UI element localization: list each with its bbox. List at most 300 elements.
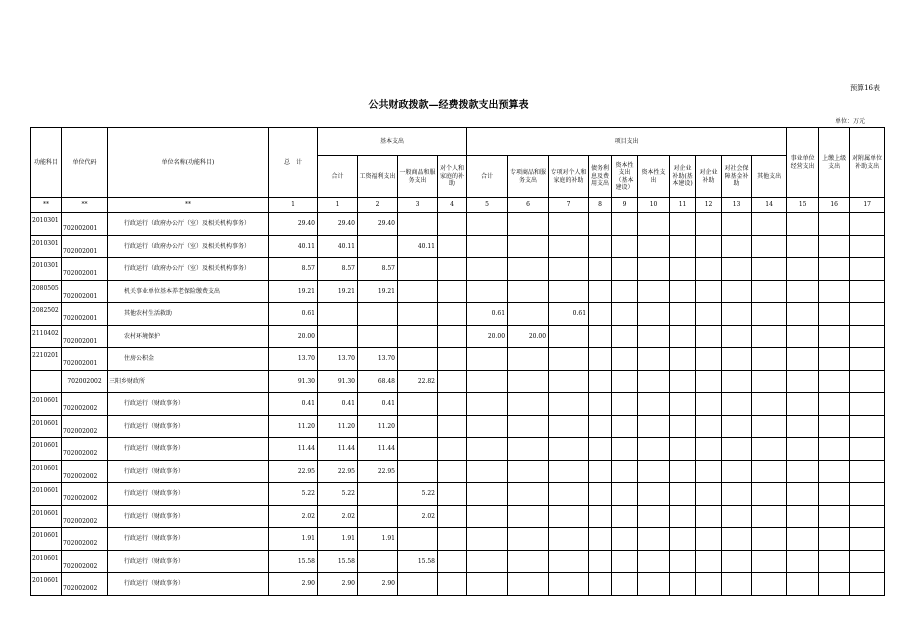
empty-cell	[638, 348, 670, 371]
amount-cell-salary	[358, 550, 398, 573]
empty-cell	[589, 280, 612, 303]
empty-cell	[670, 258, 696, 281]
amount-cell-ppersonal	[549, 438, 589, 461]
empty-cell	[638, 325, 670, 348]
empty-cell	[612, 438, 638, 461]
header-proj-sum: 合计	[467, 156, 508, 198]
header-basic-group: 基本支出	[318, 128, 467, 156]
unit-name-cell: 机关事业单位基本养老保险缴费支出	[108, 280, 269, 303]
table-row	[31, 325, 885, 348]
amount-cell-pgoods	[508, 393, 549, 416]
header-capital-basic: 资本性支出（基本建设）	[612, 156, 638, 198]
empty-cell	[850, 280, 885, 303]
empty-cell	[787, 235, 819, 258]
amount-cell-personal	[438, 438, 467, 461]
func-code-cell: 2010601	[31, 460, 62, 483]
empty-cell	[638, 393, 670, 416]
empty-cell	[752, 213, 787, 236]
table-row	[31, 573, 885, 596]
index-row	[31, 198, 885, 213]
empty-cell	[589, 258, 612, 281]
empty-cell	[670, 348, 696, 371]
amount-cell-bsum: 1.91	[318, 528, 358, 551]
empty-cell	[638, 483, 670, 506]
index-cell: 12	[696, 198, 722, 213]
unit-code-cell: 702002002	[62, 460, 108, 483]
empty-cell	[589, 235, 612, 258]
empty-cell	[670, 505, 696, 528]
amount-cell-ppersonal	[549, 325, 589, 348]
sheet-number: 预算16表	[850, 84, 880, 92]
amount-cell-personal	[438, 348, 467, 371]
header-salary: 工资福利支出	[358, 156, 398, 198]
amount-cell-pgoods	[508, 505, 549, 528]
amount-cell-psum	[467, 258, 508, 281]
table-row	[31, 438, 885, 461]
unit-name-cell: 行政运行（财政事务）	[108, 573, 269, 596]
empty-cell	[670, 280, 696, 303]
empty-cell	[752, 550, 787, 573]
empty-cell	[612, 415, 638, 438]
func-code-cell: 2010601	[31, 550, 62, 573]
amount-cell-bsum: 0.41	[318, 393, 358, 416]
amount-cell-total: 19.21	[269, 280, 318, 303]
empty-cell	[696, 325, 722, 348]
func-code-cell: 2010601	[31, 528, 62, 551]
amount-cell-psum	[467, 393, 508, 416]
index-cell: 13	[722, 198, 752, 213]
empty-cell	[850, 258, 885, 281]
table-row	[31, 213, 885, 236]
index-cell: 1	[269, 198, 318, 213]
amount-cell-bsum: 19.21	[318, 280, 358, 303]
empty-cell	[752, 393, 787, 416]
empty-cell	[670, 438, 696, 461]
header-superior: 上缴上级支出	[819, 128, 850, 198]
empty-cell	[612, 258, 638, 281]
header-unit-code: 单位代码	[62, 128, 108, 198]
empty-cell	[696, 280, 722, 303]
empty-cell	[819, 303, 850, 326]
amount-cell-goods	[398, 258, 438, 281]
amount-cell-total: 2.90	[269, 573, 318, 596]
table-row	[31, 393, 885, 416]
table-row	[31, 370, 885, 393]
empty-cell	[752, 438, 787, 461]
unit-name-cell: 行政运行（政府办公厅（室）及相关机构事务）	[108, 258, 269, 281]
table-row	[31, 280, 885, 303]
func-code-cell: 2010601	[31, 573, 62, 596]
empty-cell	[850, 325, 885, 348]
amount-cell-goods	[398, 415, 438, 438]
amount-cell-psum	[467, 348, 508, 371]
unit-code-cell: 702002002	[62, 370, 108, 393]
amount-cell-ppersonal	[549, 505, 589, 528]
unit-name-cell: 行政运行（政府办公厅（室）及相关机构事务）	[108, 235, 269, 258]
empty-cell	[752, 483, 787, 506]
amount-cell-total: 15.58	[269, 550, 318, 573]
empty-cell	[850, 303, 885, 326]
empty-cell	[722, 528, 752, 551]
empty-cell	[670, 393, 696, 416]
empty-cell	[638, 235, 670, 258]
empty-cell	[819, 348, 850, 371]
amount-cell-ppersonal	[549, 483, 589, 506]
empty-cell	[787, 505, 819, 528]
empty-cell	[787, 325, 819, 348]
empty-cell	[670, 415, 696, 438]
table-row	[31, 550, 885, 573]
empty-cell	[670, 528, 696, 551]
empty-cell	[850, 348, 885, 371]
amount-cell-ppersonal	[549, 280, 589, 303]
amount-cell-ppersonal	[549, 528, 589, 551]
empty-cell	[612, 505, 638, 528]
amount-cell-bsum: 5.22	[318, 483, 358, 506]
amount-cell-goods: 40.11	[398, 235, 438, 258]
amount-cell-goods: 2.02	[398, 505, 438, 528]
amount-cell-pgoods	[508, 550, 549, 573]
header-operating: 事业单位经营支出	[787, 128, 819, 198]
empty-cell	[589, 348, 612, 371]
unit-code-cell: 702002002	[62, 393, 108, 416]
unit-name-cell: 其他农村生活救助	[108, 303, 269, 326]
amount-cell-total: 0.41	[269, 393, 318, 416]
empty-cell	[819, 213, 850, 236]
empty-cell	[670, 460, 696, 483]
empty-cell	[612, 280, 638, 303]
header-social: 对社会保障基金补助	[722, 156, 752, 198]
index-cell: 15	[787, 198, 819, 213]
unit-code-cell: 702002001	[62, 235, 108, 258]
func-code-cell: 2010601	[31, 483, 62, 506]
amount-cell-total: 11.44	[269, 438, 318, 461]
unit-code-cell: 702002001	[62, 280, 108, 303]
amount-cell-pgoods	[508, 483, 549, 506]
func-code-cell: 2010601	[31, 393, 62, 416]
empty-cell	[787, 258, 819, 281]
unit-code-cell: 702002001	[62, 325, 108, 348]
amount-cell-psum: 20.00	[467, 325, 508, 348]
empty-cell	[752, 280, 787, 303]
amount-cell-ppersonal	[549, 393, 589, 416]
table-row	[31, 483, 885, 506]
empty-cell	[612, 573, 638, 596]
empty-cell	[612, 235, 638, 258]
unit-name-cell: 行政运行（财政事务）	[108, 415, 269, 438]
empty-cell	[696, 483, 722, 506]
empty-cell	[670, 370, 696, 393]
amount-cell-psum	[467, 528, 508, 551]
func-code-cell: 2110402	[31, 325, 62, 348]
header-capital: 资本性支出	[638, 156, 670, 198]
empty-cell	[850, 370, 885, 393]
amount-cell-goods	[398, 393, 438, 416]
amount-cell-total: 5.22	[269, 483, 318, 506]
header-basic-sum: 合计	[318, 156, 358, 198]
amount-cell-total: 40.11	[269, 235, 318, 258]
index-cell: 4	[438, 198, 467, 213]
header-proj-goods: 专项商品和服务支出	[508, 156, 549, 198]
empty-cell	[638, 438, 670, 461]
amount-cell-ppersonal	[549, 415, 589, 438]
empty-cell	[696, 460, 722, 483]
empty-cell	[638, 213, 670, 236]
amount-cell-pgoods	[508, 415, 549, 438]
amount-cell-pgoods	[508, 348, 549, 371]
empty-cell	[589, 370, 612, 393]
empty-cell	[670, 213, 696, 236]
unit-code-cell: 702002002	[62, 438, 108, 461]
empty-cell	[819, 573, 850, 596]
amount-cell-goods	[398, 280, 438, 303]
amount-cell-total: 91.30	[269, 370, 318, 393]
empty-cell	[752, 573, 787, 596]
amount-cell-total: 11.20	[269, 415, 318, 438]
empty-cell	[670, 325, 696, 348]
empty-cell	[819, 438, 850, 461]
amount-cell-ppersonal	[549, 258, 589, 281]
empty-cell	[787, 303, 819, 326]
amount-cell-total: 20.00	[269, 325, 318, 348]
amount-cell-bsum	[318, 303, 358, 326]
empty-cell	[722, 325, 752, 348]
empty-cell	[819, 235, 850, 258]
empty-cell	[638, 505, 670, 528]
empty-cell	[638, 573, 670, 596]
index-cell: 5	[467, 198, 508, 213]
empty-cell	[787, 348, 819, 371]
empty-cell	[787, 280, 819, 303]
amount-cell-bsum: 22.95	[318, 460, 358, 483]
empty-cell	[589, 483, 612, 506]
empty-cell	[589, 505, 612, 528]
empty-cell	[722, 213, 752, 236]
empty-cell	[787, 213, 819, 236]
empty-cell	[612, 348, 638, 371]
index-cell: **	[62, 198, 108, 213]
amount-cell-total: 22.95	[269, 460, 318, 483]
unit-name-cell: 行政运行（财政事务）	[108, 393, 269, 416]
amount-cell-goods	[398, 348, 438, 371]
empty-cell	[850, 460, 885, 483]
empty-cell	[722, 438, 752, 461]
empty-cell	[589, 460, 612, 483]
empty-cell	[638, 460, 670, 483]
amount-cell-total: 13.70	[269, 348, 318, 371]
empty-cell	[696, 348, 722, 371]
empty-cell	[819, 415, 850, 438]
empty-cell	[612, 303, 638, 326]
header-func-code: 功能科目	[31, 128, 62, 198]
table-row	[31, 235, 885, 258]
header-enterprise: 对企业补助	[696, 156, 722, 198]
index-cell: 7	[549, 198, 589, 213]
table-row	[31, 460, 885, 483]
amount-cell-bsum	[318, 325, 358, 348]
table-row	[31, 348, 885, 371]
amount-cell-personal	[438, 370, 467, 393]
func-code-cell: 2010601	[31, 415, 62, 438]
amount-cell-ppersonal	[549, 213, 589, 236]
unit-code-cell: 702002001	[62, 303, 108, 326]
empty-cell	[722, 348, 752, 371]
table-row	[31, 528, 885, 551]
amount-cell-psum	[467, 460, 508, 483]
empty-cell	[638, 303, 670, 326]
amount-cell-personal	[438, 235, 467, 258]
amount-cell-salary	[358, 483, 398, 506]
func-code-cell	[31, 370, 62, 393]
amount-cell-psum	[467, 505, 508, 528]
index-cell: **	[31, 198, 62, 213]
empty-cell	[722, 258, 752, 281]
empty-cell	[752, 415, 787, 438]
amount-cell-bsum: 11.44	[318, 438, 358, 461]
empty-cell	[787, 370, 819, 393]
amount-cell-personal	[438, 303, 467, 326]
empty-cell	[850, 213, 885, 236]
empty-cell	[670, 303, 696, 326]
amount-cell-personal	[438, 280, 467, 303]
index-cell: 9	[612, 198, 638, 213]
empty-cell	[850, 393, 885, 416]
amount-cell-salary: 29.40	[358, 213, 398, 236]
empty-cell	[638, 550, 670, 573]
unit-code-cell: 702002001	[62, 258, 108, 281]
table-row	[31, 505, 885, 528]
amount-cell-total: 1.91	[269, 528, 318, 551]
empty-cell	[696, 393, 722, 416]
amount-cell-bsum: 2.02	[318, 505, 358, 528]
empty-cell	[722, 573, 752, 596]
amount-cell-goods	[398, 438, 438, 461]
amount-cell-goods: 5.22	[398, 483, 438, 506]
amount-cell-bsum: 29.40	[318, 213, 358, 236]
empty-cell	[819, 505, 850, 528]
amount-cell-bsum: 13.70	[318, 348, 358, 371]
empty-cell	[638, 528, 670, 551]
empty-cell	[850, 550, 885, 573]
unit-code-cell: 702002002	[62, 550, 108, 573]
amount-cell-salary: 19.21	[358, 280, 398, 303]
amount-cell-pgoods	[508, 303, 549, 326]
empty-cell	[612, 460, 638, 483]
amount-cell-bsum: 11.20	[318, 415, 358, 438]
amount-cell-pgoods	[508, 235, 549, 258]
unit-name-cell: 行政运行（财政事务）	[108, 528, 269, 551]
amount-cell-salary: 2.90	[358, 573, 398, 596]
header-proj-personal: 专项对个人和家庭的补助	[549, 156, 589, 198]
func-code-cell: 2210201	[31, 348, 62, 371]
empty-cell	[722, 460, 752, 483]
amount-cell-psum	[467, 280, 508, 303]
empty-cell	[752, 325, 787, 348]
empty-cell	[819, 393, 850, 416]
empty-cell	[850, 235, 885, 258]
empty-cell	[696, 258, 722, 281]
header-total: 总 计	[269, 128, 318, 198]
empty-cell	[787, 528, 819, 551]
func-code-cell: 2010601	[31, 505, 62, 528]
empty-cell	[850, 483, 885, 506]
empty-cell	[819, 325, 850, 348]
empty-cell	[722, 550, 752, 573]
amount-cell-bsum: 8.57	[318, 258, 358, 281]
empty-cell	[696, 505, 722, 528]
empty-cell	[722, 415, 752, 438]
empty-cell	[850, 415, 885, 438]
amount-cell-pgoods	[508, 438, 549, 461]
amount-cell-ppersonal	[549, 370, 589, 393]
header-goods: 一般商品和服务支出	[398, 156, 438, 198]
empty-cell	[589, 415, 612, 438]
unit-name-cell: 行政运行（政府办公厅（室）及相关机构事务）	[108, 213, 269, 236]
func-code-cell: 2010301	[31, 213, 62, 236]
amount-cell-personal	[438, 258, 467, 281]
empty-cell	[638, 415, 670, 438]
amount-cell-salary: 0.41	[358, 393, 398, 416]
empty-cell	[850, 528, 885, 551]
index-cell: 10	[638, 198, 670, 213]
amount-cell-total: 29.40	[269, 213, 318, 236]
unit-name-cell: 行政运行（财政事务）	[108, 505, 269, 528]
amount-cell-salary: 68.48	[358, 370, 398, 393]
index-cell: **	[108, 198, 269, 213]
empty-cell	[589, 550, 612, 573]
empty-cell	[589, 393, 612, 416]
amount-cell-psum	[467, 483, 508, 506]
unit-code-cell: 702002001	[62, 213, 108, 236]
unit-code-cell: 702002002	[62, 573, 108, 596]
amount-cell-total: 8.57	[269, 258, 318, 281]
empty-cell	[819, 370, 850, 393]
index-cell: 8	[589, 198, 612, 213]
func-code-cell: 2010301	[31, 235, 62, 258]
header-personal: 对个人和家庭的补助	[438, 156, 467, 198]
empty-cell	[722, 393, 752, 416]
amount-cell-ppersonal: 0.61	[549, 303, 589, 326]
empty-cell	[850, 438, 885, 461]
empty-cell	[850, 573, 885, 596]
empty-cell	[819, 258, 850, 281]
amount-cell-pgoods	[508, 460, 549, 483]
index-cell: 2	[358, 198, 398, 213]
empty-cell	[612, 483, 638, 506]
empty-cell	[638, 370, 670, 393]
func-code-cell: 2010601	[31, 438, 62, 461]
amount-cell-pgoods	[508, 370, 549, 393]
amount-cell-salary: 13.70	[358, 348, 398, 371]
unit-name-cell: 住房公积金	[108, 348, 269, 371]
header-subsidiary: 对附属单位补助支出	[850, 128, 885, 198]
empty-cell	[589, 528, 612, 551]
amount-cell-pgoods: 20.00	[508, 325, 549, 348]
empty-cell	[787, 393, 819, 416]
amount-cell-salary	[358, 303, 398, 326]
table-row	[31, 258, 885, 281]
empty-cell	[589, 213, 612, 236]
amount-cell-pgoods	[508, 573, 549, 596]
index-cell: 14	[752, 198, 787, 213]
empty-cell	[612, 528, 638, 551]
amount-cell-psum: 0.61	[467, 303, 508, 326]
index-cell: 6	[508, 198, 549, 213]
table-row	[31, 303, 885, 326]
empty-cell	[722, 303, 752, 326]
empty-cell	[787, 438, 819, 461]
empty-cell	[696, 528, 722, 551]
